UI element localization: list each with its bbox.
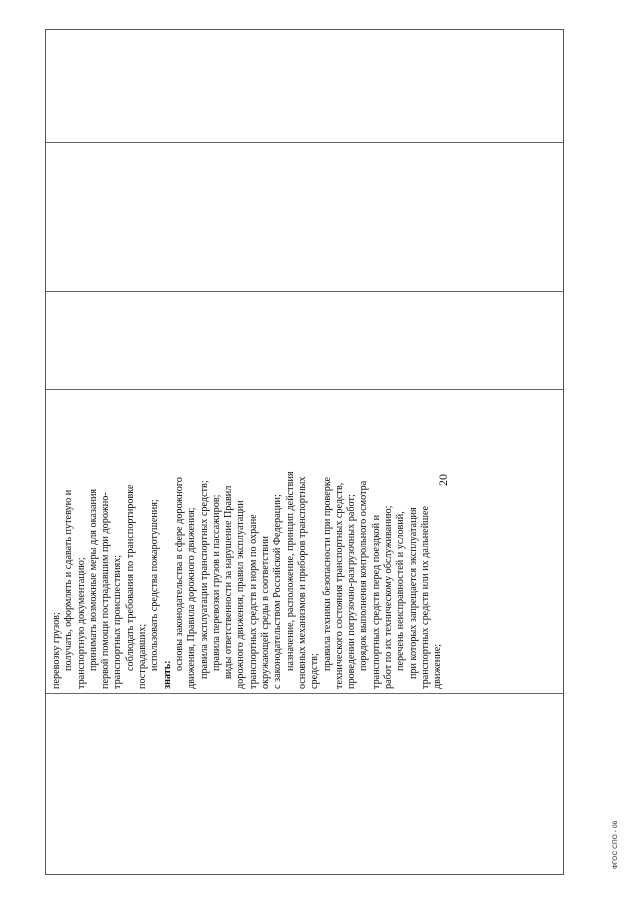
competency-table — [45, 29, 564, 875]
content-line: основных механизмов и приборов транспортных — [296, 476, 308, 689]
content-line: движения, Правила дорожного движения; — [186, 507, 198, 689]
content-line: транспортных средств или их дальнейшее — [419, 505, 431, 689]
content-line: перевозку грузов; — [51, 612, 62, 689]
content-line: пострадавших; — [137, 623, 149, 689]
content-line: соблюдать требования по транспортировке — [124, 484, 136, 671]
content-line: правила эксплуатации транспортных средств; — [198, 480, 210, 679]
content-line: транспортных средств перед поездкой и — [370, 514, 382, 689]
content-line: назначение, расположение, принцип действия — [284, 471, 296, 671]
content-line: транспортных средств и норм по охране — [247, 514, 259, 689]
content-line: правила перевозки грузов и пассажиров; — [210, 494, 222, 671]
page-number: 20 — [436, 474, 450, 486]
content-line: перечень неисправностей и условий, — [395, 511, 407, 671]
column-divider-1 — [46, 693, 563, 694]
content-line: работ по их техническому обслуживанию; — [383, 505, 395, 689]
content-line: порядок выполнения контрольного осмотра — [358, 480, 370, 671]
content-line: принимать возможные меры для оказания — [87, 488, 99, 671]
content-line: использовать средства пожаротушения; — [149, 499, 161, 671]
content-line: при которых запрещается эксплуатация — [407, 507, 419, 679]
column-divider-2 — [46, 389, 563, 390]
content-line: первой помощи пострадавшим при дорожно- — [100, 492, 112, 689]
column-divider-3 — [46, 291, 563, 292]
content-line: дорожного движения, правил эксплуатации — [235, 500, 247, 689]
content-line: получать, оформлять и сдавать путевую и — [63, 489, 75, 671]
content-line: с законодательством Российской Федерации; — [272, 494, 284, 689]
content-line: движение; — [432, 643, 444, 689]
skills-knowledge-cell — [46, 393, 449, 693]
column-divider-4 — [46, 142, 563, 143]
content-line: правила техники безопасности при проверке — [321, 476, 333, 671]
content-line: транспортных происшествиях; — [112, 554, 124, 689]
content-line: средств; — [309, 653, 321, 689]
content-line: проведении погрузочно-разгрузочных работ; — [346, 494, 358, 689]
content-line: транспортную документацию; — [75, 557, 87, 689]
content-line: виды ответственности за нарушение Правил — [223, 485, 235, 679]
content-line: основы законодательства в сфере дорожного — [173, 477, 185, 671]
content-line: технического состояния транспортных средств, — [333, 482, 345, 689]
content-line: знать: — [161, 660, 173, 689]
footer-code: ФГОС СПО - 06 — [612, 820, 619, 869]
content-line: окружающей среды в соответствии — [260, 536, 272, 689]
